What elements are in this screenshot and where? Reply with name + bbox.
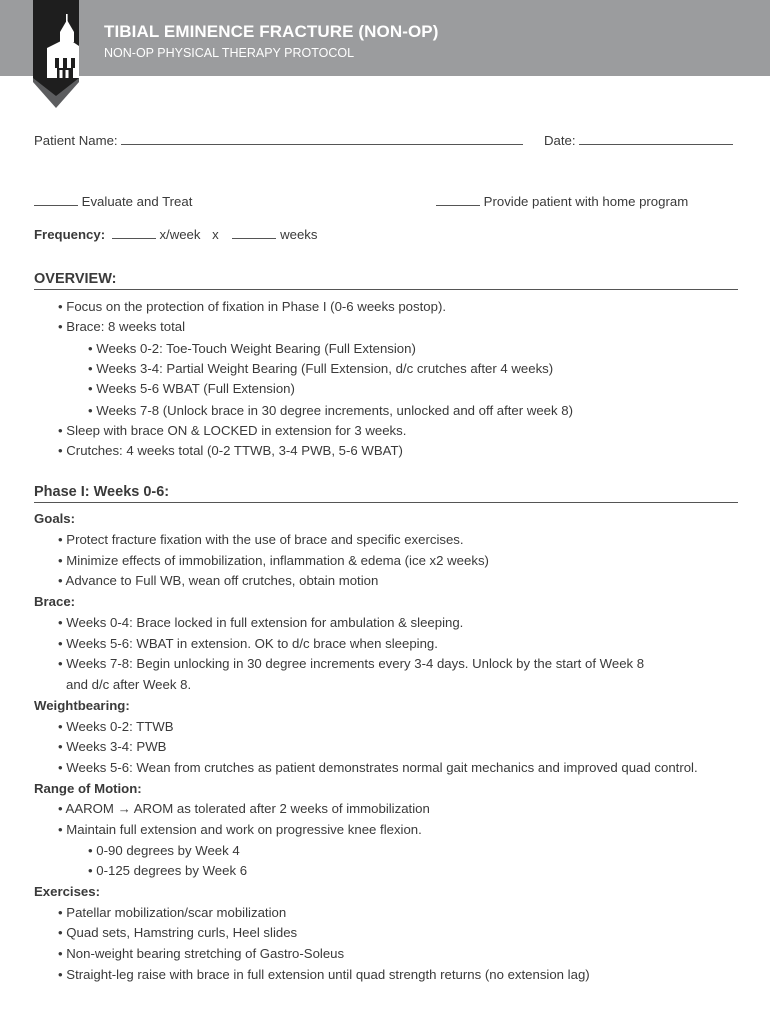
overview-subitem: • Weeks 5-6 WBAT (Full Extension): [88, 381, 295, 396]
rom-item: • AAROM → AROM as tolerated after 2 weeks of immobilization: [58, 801, 430, 816]
weeks-label: weeks: [280, 227, 318, 242]
brace-item: • Weeks 5-6: WBAT in extension. OK to d/c brace when sleeping.: [58, 636, 438, 651]
document-title: TIBIAL EMINENCE FRACTURE (NON-OP): [104, 22, 439, 41]
goal-item: • Advance to Full WB, wean off crutches, obtain motion: [58, 573, 379, 588]
evaluate-label: Evaluate and Treat: [81, 194, 193, 209]
building-logo-icon: [33, 0, 79, 108]
overview-item: • Sleep with brace ON & LOCKED in extension for 3 weeks.: [58, 423, 407, 438]
overview-item: • Crutches: 4 weeks total (0-2 TTWB, 3-4 PWB, 5-6 WBAT): [58, 443, 403, 458]
weightbearing-item: • Weeks 3-4: PWB: [58, 739, 167, 754]
weightbearing-item: • Weeks 0-2: TTWB: [58, 719, 174, 734]
date-field[interactable]: [579, 132, 733, 145]
overview-subitem: • Weeks 0-2: Toe-Touch Weight Bearing (Full Extension): [88, 341, 416, 356]
patient-name-field[interactable]: [121, 132, 523, 145]
exercises-label: Exercises:: [34, 884, 100, 899]
goal-item: • Minimize effects of immobilization, inflammation & edema (ice x2 weeks): [58, 553, 489, 568]
patient-name-label: Patient Name:: [34, 133, 118, 148]
rom-item: • Maintain full extension and work on progressive knee flexion.: [58, 822, 422, 837]
document-subtitle: NON-OP PHYSICAL THERAPY PROTOCOL: [104, 46, 355, 60]
overview-item: • Focus on the protection of fixation in Phase I (0-6 weeks postop).: [58, 299, 446, 314]
weightbearing-item: • Weeks 5-6: Wean from crutches as patient demonstrates normal gait mechanics and improved quad control.: [58, 760, 698, 775]
goal-item: • Protect fracture fixation with the use of brace and specific exercises.: [58, 532, 464, 547]
exercise-item: • Patellar mobilization/scar mobilization: [58, 905, 287, 920]
goals-label: Goals:: [34, 511, 76, 526]
exercise-item: • Non-weight bearing stretching of Gastro-Soleus: [58, 946, 345, 961]
overview-subitem: • Weeks 7-8 (Unlock brace in 30 degree increments, unlocked and off after week 8): [88, 403, 573, 418]
evaluate-field[interactable]: [34, 193, 78, 206]
phase1-heading: Phase I: Weeks 0-6:: [34, 484, 738, 503]
home-program-label: Provide patient with home program: [483, 194, 689, 209]
rom-subitem: • 0-90 degrees by Week 4: [88, 843, 240, 858]
exercise-item: • Quad sets, Hamstring curls, Heel slides: [58, 925, 298, 940]
frequency-row: [34, 226, 317, 243]
overview-subitem: • Weeks 3-4: Partial Weight Bearing (Full Extension, d/c crutches after 4 weeks): [88, 361, 554, 376]
evaluate-row: [34, 193, 192, 210]
range-of-motion-label: Range of Motion:: [34, 781, 142, 796]
home-program-field[interactable]: [436, 193, 480, 206]
exercise-item: • Straight-leg raise with brace in full extension until quad strength returns (no extension lag): [58, 967, 590, 982]
date-row: [544, 132, 733, 149]
rom-subitem: • 0-125 degrees by Week 6: [88, 863, 248, 878]
frequency-label: Frequency:: [34, 227, 106, 242]
home-program-row: [436, 193, 688, 210]
per-week-label: x/week: [159, 227, 201, 242]
times-label: x: [212, 227, 219, 242]
patient-name-row: [34, 132, 523, 149]
brace-label: Brace:: [34, 594, 76, 609]
overview-item: • Brace: 8 weeks total: [58, 319, 186, 334]
weightbearing-label: Weightbearing:: [34, 698, 130, 713]
per-week-field[interactable]: [112, 226, 156, 239]
date-label: Date:: [544, 133, 576, 148]
weeks-field[interactable]: [232, 226, 276, 239]
brace-item: • Weeks 0-4: Brace locked in full extension for ambulation & sleeping.: [58, 615, 464, 630]
overview-heading: OVERVIEW:: [34, 271, 738, 290]
brace-item-continuation: and d/c after Week 8.: [66, 677, 192, 692]
brace-item: • Weeks 7-8: Begin unlocking in 30 degree increments every 3-4 days. Unlock by the start of Week 8: [58, 656, 645, 671]
